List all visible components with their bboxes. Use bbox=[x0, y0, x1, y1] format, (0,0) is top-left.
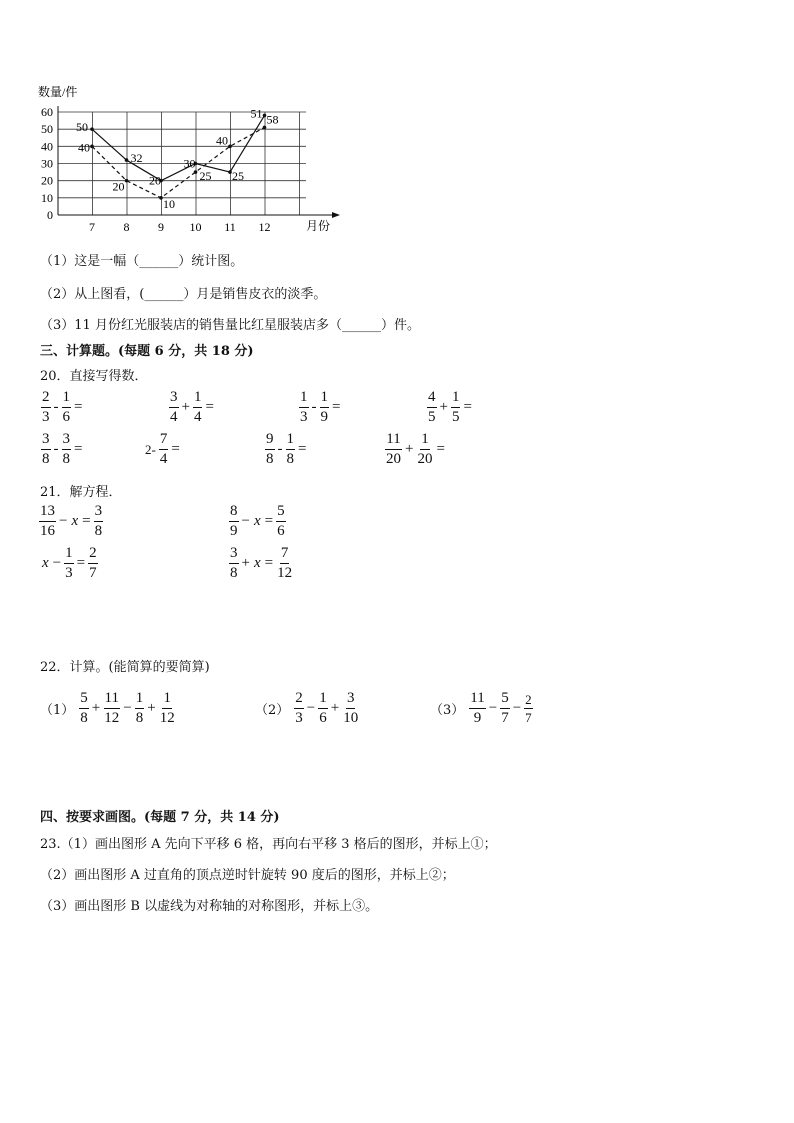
fraction: $\frac{5}{7}$ bbox=[501, 690, 509, 726]
q21-equation-3: x − $\frac{1}{3}$ = $\frac{2}{7}$ bbox=[42, 545, 97, 581]
fraction: $\frac{1}{6}$ bbox=[62, 389, 70, 425]
section-4-heading: 四、按要求画图。(每题 7 分，共 14 分) bbox=[40, 810, 280, 825]
q23-line-1: 23.（1）画出图形 A 先向下平移 6 格，再向右平移 3 格后的图形，并标上①； bbox=[40, 837, 497, 852]
data-label: 20 bbox=[149, 173, 161, 188]
q21-equation-2: $\frac{8}{9}$ − x = $\frac{5}{6}$ bbox=[230, 503, 285, 539]
q20-item-1: $\frac{2}{3}$ - $\frac{1}{6}$ = bbox=[42, 389, 83, 425]
q22-title: 22．计算。(能简算的要简算) bbox=[40, 660, 210, 675]
fraction: $\frac{8}{9}$ bbox=[230, 503, 238, 539]
fraction: $\frac{3}{4}$ bbox=[170, 389, 178, 425]
data-label: 25 bbox=[232, 169, 244, 184]
fraction: $\frac{1}{12}$ bbox=[159, 690, 175, 726]
fraction: $\frac{3}{8}$ bbox=[42, 431, 50, 467]
data-label: 58 bbox=[266, 112, 279, 127]
fraction: $\frac{3}{10}$ bbox=[343, 690, 359, 726]
x-tick-label: 11 bbox=[224, 220, 236, 234]
fraction: $\frac{2}{3}$ bbox=[295, 690, 303, 726]
data-point bbox=[90, 127, 94, 131]
fraction: $\frac{2}{7}$ bbox=[525, 692, 532, 725]
y-tick-label: 0 bbox=[47, 208, 53, 222]
x-axis-arrow bbox=[332, 212, 340, 218]
fraction: $\frac{7}{12}$ bbox=[277, 545, 293, 581]
x-tick-label: 8 bbox=[123, 220, 130, 234]
fraction: $\frac{1}{8}$ bbox=[286, 431, 294, 467]
chart-question-3: （3）11 月份红光服装店的销售量比红星服装店多（______）件。 bbox=[40, 318, 420, 333]
q21-equation-1: $\frac{13}{16}$ − x = $\frac{3}{8}$ bbox=[40, 503, 103, 539]
q23-line-3: （3）画出图形 B 以虚线为对称轴的对称图形，并标上③。 bbox=[40, 899, 379, 914]
fraction: $\frac{11}{20}$ bbox=[386, 431, 401, 467]
q20-item-3: $\frac{1}{3}$ - $\frac{1}{9}$ = bbox=[300, 389, 341, 425]
q21-title: 21．解方程． bbox=[40, 485, 122, 500]
fraction: $\frac{1}{5}$ bbox=[451, 389, 460, 425]
fraction: $\frac{2}{7}$ bbox=[89, 545, 97, 581]
data-label: 51 bbox=[250, 106, 263, 121]
x-tick-label: 9 bbox=[158, 220, 164, 234]
data-label: 40 bbox=[216, 133, 228, 148]
data-label: 30 bbox=[183, 156, 196, 171]
fraction: $\frac{1}{9}$ bbox=[320, 389, 328, 425]
y-tick-labels bbox=[41, 105, 53, 222]
chart-series bbox=[76, 106, 279, 210]
data-label: 50 bbox=[76, 120, 88, 135]
data-label: 10 bbox=[163, 196, 175, 211]
data-label: 25 bbox=[199, 169, 212, 184]
chart-question-1: （1）这是一幅（______）统计图。 bbox=[40, 254, 244, 269]
q20-item-6: 2- $\frac{7}{4}$ = bbox=[145, 431, 180, 467]
y-tick-label: 20 bbox=[41, 173, 53, 188]
fraction: $\frac{3}{8}$ bbox=[62, 431, 70, 467]
q22-item-3: （3） $\frac{11}{9}$ − $\frac{5}{7}$ − $\frac{2}{7}$ bbox=[430, 690, 532, 726]
fraction: $\frac{3}{8}$ bbox=[94, 503, 103, 539]
q22-item-2: （2） $\frac{2}{3}$ − $\frac{1}{6}$ + $\frac{3}{10}$ bbox=[255, 690, 359, 726]
x-tick-label: 12 bbox=[258, 220, 271, 234]
data-point bbox=[90, 145, 94, 149]
line-chart bbox=[30, 80, 350, 240]
fraction: $\frac{9}{8}$ bbox=[266, 431, 274, 467]
fraction: $\frac{11}{12}$ bbox=[104, 690, 120, 726]
fraction: $\frac{13}{16}$ bbox=[40, 503, 55, 539]
fraction: $\frac{5}{8}$ bbox=[80, 690, 88, 726]
y-tick-label: 40 bbox=[41, 139, 53, 154]
q20-item-2: $\frac{3}{4}$ + $\frac{1}{4}$ = bbox=[170, 389, 214, 425]
y-tick-label: 60 bbox=[41, 105, 53, 119]
q20-item-5: $\frac{3}{8}$ - $\frac{3}{8}$ = bbox=[42, 431, 83, 467]
y-axis-label: 数量/件 bbox=[38, 85, 78, 99]
x-tick-labels bbox=[89, 220, 271, 234]
x-axis-label: 月份 bbox=[306, 219, 331, 233]
fraction: $\frac{1}{4}$ bbox=[193, 389, 202, 425]
data-label: 40 bbox=[78, 140, 90, 155]
q20-item-4: $\frac{4}{5}$ + $\frac{1}{5}$ = bbox=[428, 389, 472, 425]
fraction: $\frac{1}{8}$ bbox=[135, 690, 144, 726]
fraction: $\frac{5}{6}$ bbox=[277, 503, 285, 539]
chart-question-2: （2）从上图看，(______）月是销售皮衣的淡季。 bbox=[40, 287, 327, 302]
data-point bbox=[125, 179, 129, 183]
y-tick-label: 30 bbox=[41, 156, 53, 171]
q20-title: 20．直接写得数． bbox=[40, 369, 148, 384]
fraction: $\frac{1}{6}$ bbox=[319, 690, 327, 726]
y-tick-label: 10 bbox=[41, 190, 53, 205]
fraction: $\frac{1}{20}$ bbox=[417, 431, 433, 467]
data-point bbox=[194, 170, 198, 174]
x-tick-label: 7 bbox=[89, 220, 95, 234]
data-point bbox=[228, 145, 232, 149]
q23-line-2: （2）画出图形 A 过直角的顶点逆时针旋转 90 度后的图形，并标上②； bbox=[40, 868, 455, 883]
fraction: $\frac{1}{3}$ bbox=[300, 389, 308, 425]
fraction: $\frac{11}{9}$ bbox=[470, 690, 485, 726]
fraction: $\frac{3}{8}$ bbox=[230, 545, 238, 581]
q20-item-8: $\frac{11}{20}$ + $\frac{1}{20}$ = bbox=[386, 431, 445, 467]
x-tick-label: 10 bbox=[189, 220, 202, 234]
y-tick-label: 50 bbox=[41, 122, 53, 137]
fraction: $\frac{4}{5}$ bbox=[428, 389, 436, 425]
chart-axes bbox=[58, 106, 340, 218]
fraction: $\frac{2}{3}$ bbox=[42, 389, 50, 425]
q22-item-1: （1） $\frac{5}{8}$ + $\frac{11}{12}$ − $\frac{1}{8}$ + $\frac{1}{12}$ bbox=[40, 690, 175, 726]
data-label: 20 bbox=[112, 179, 125, 194]
section-3-heading: 三、计算题。(每题 6 分，共 18 分) bbox=[40, 344, 254, 359]
q21-equation-4: $\frac{3}{8}$ + x = $\frac{7}{12}$ bbox=[230, 545, 293, 581]
fraction: $\frac{7}{4}$ bbox=[159, 431, 168, 467]
chart-grid bbox=[58, 112, 306, 215]
q20-item-7: $\frac{9}{8}$ - $\frac{1}{8}$ = bbox=[266, 431, 307, 467]
fraction: $\frac{1}{3}$ bbox=[65, 545, 73, 581]
data-point bbox=[125, 158, 129, 162]
data-label: 32 bbox=[130, 151, 143, 166]
